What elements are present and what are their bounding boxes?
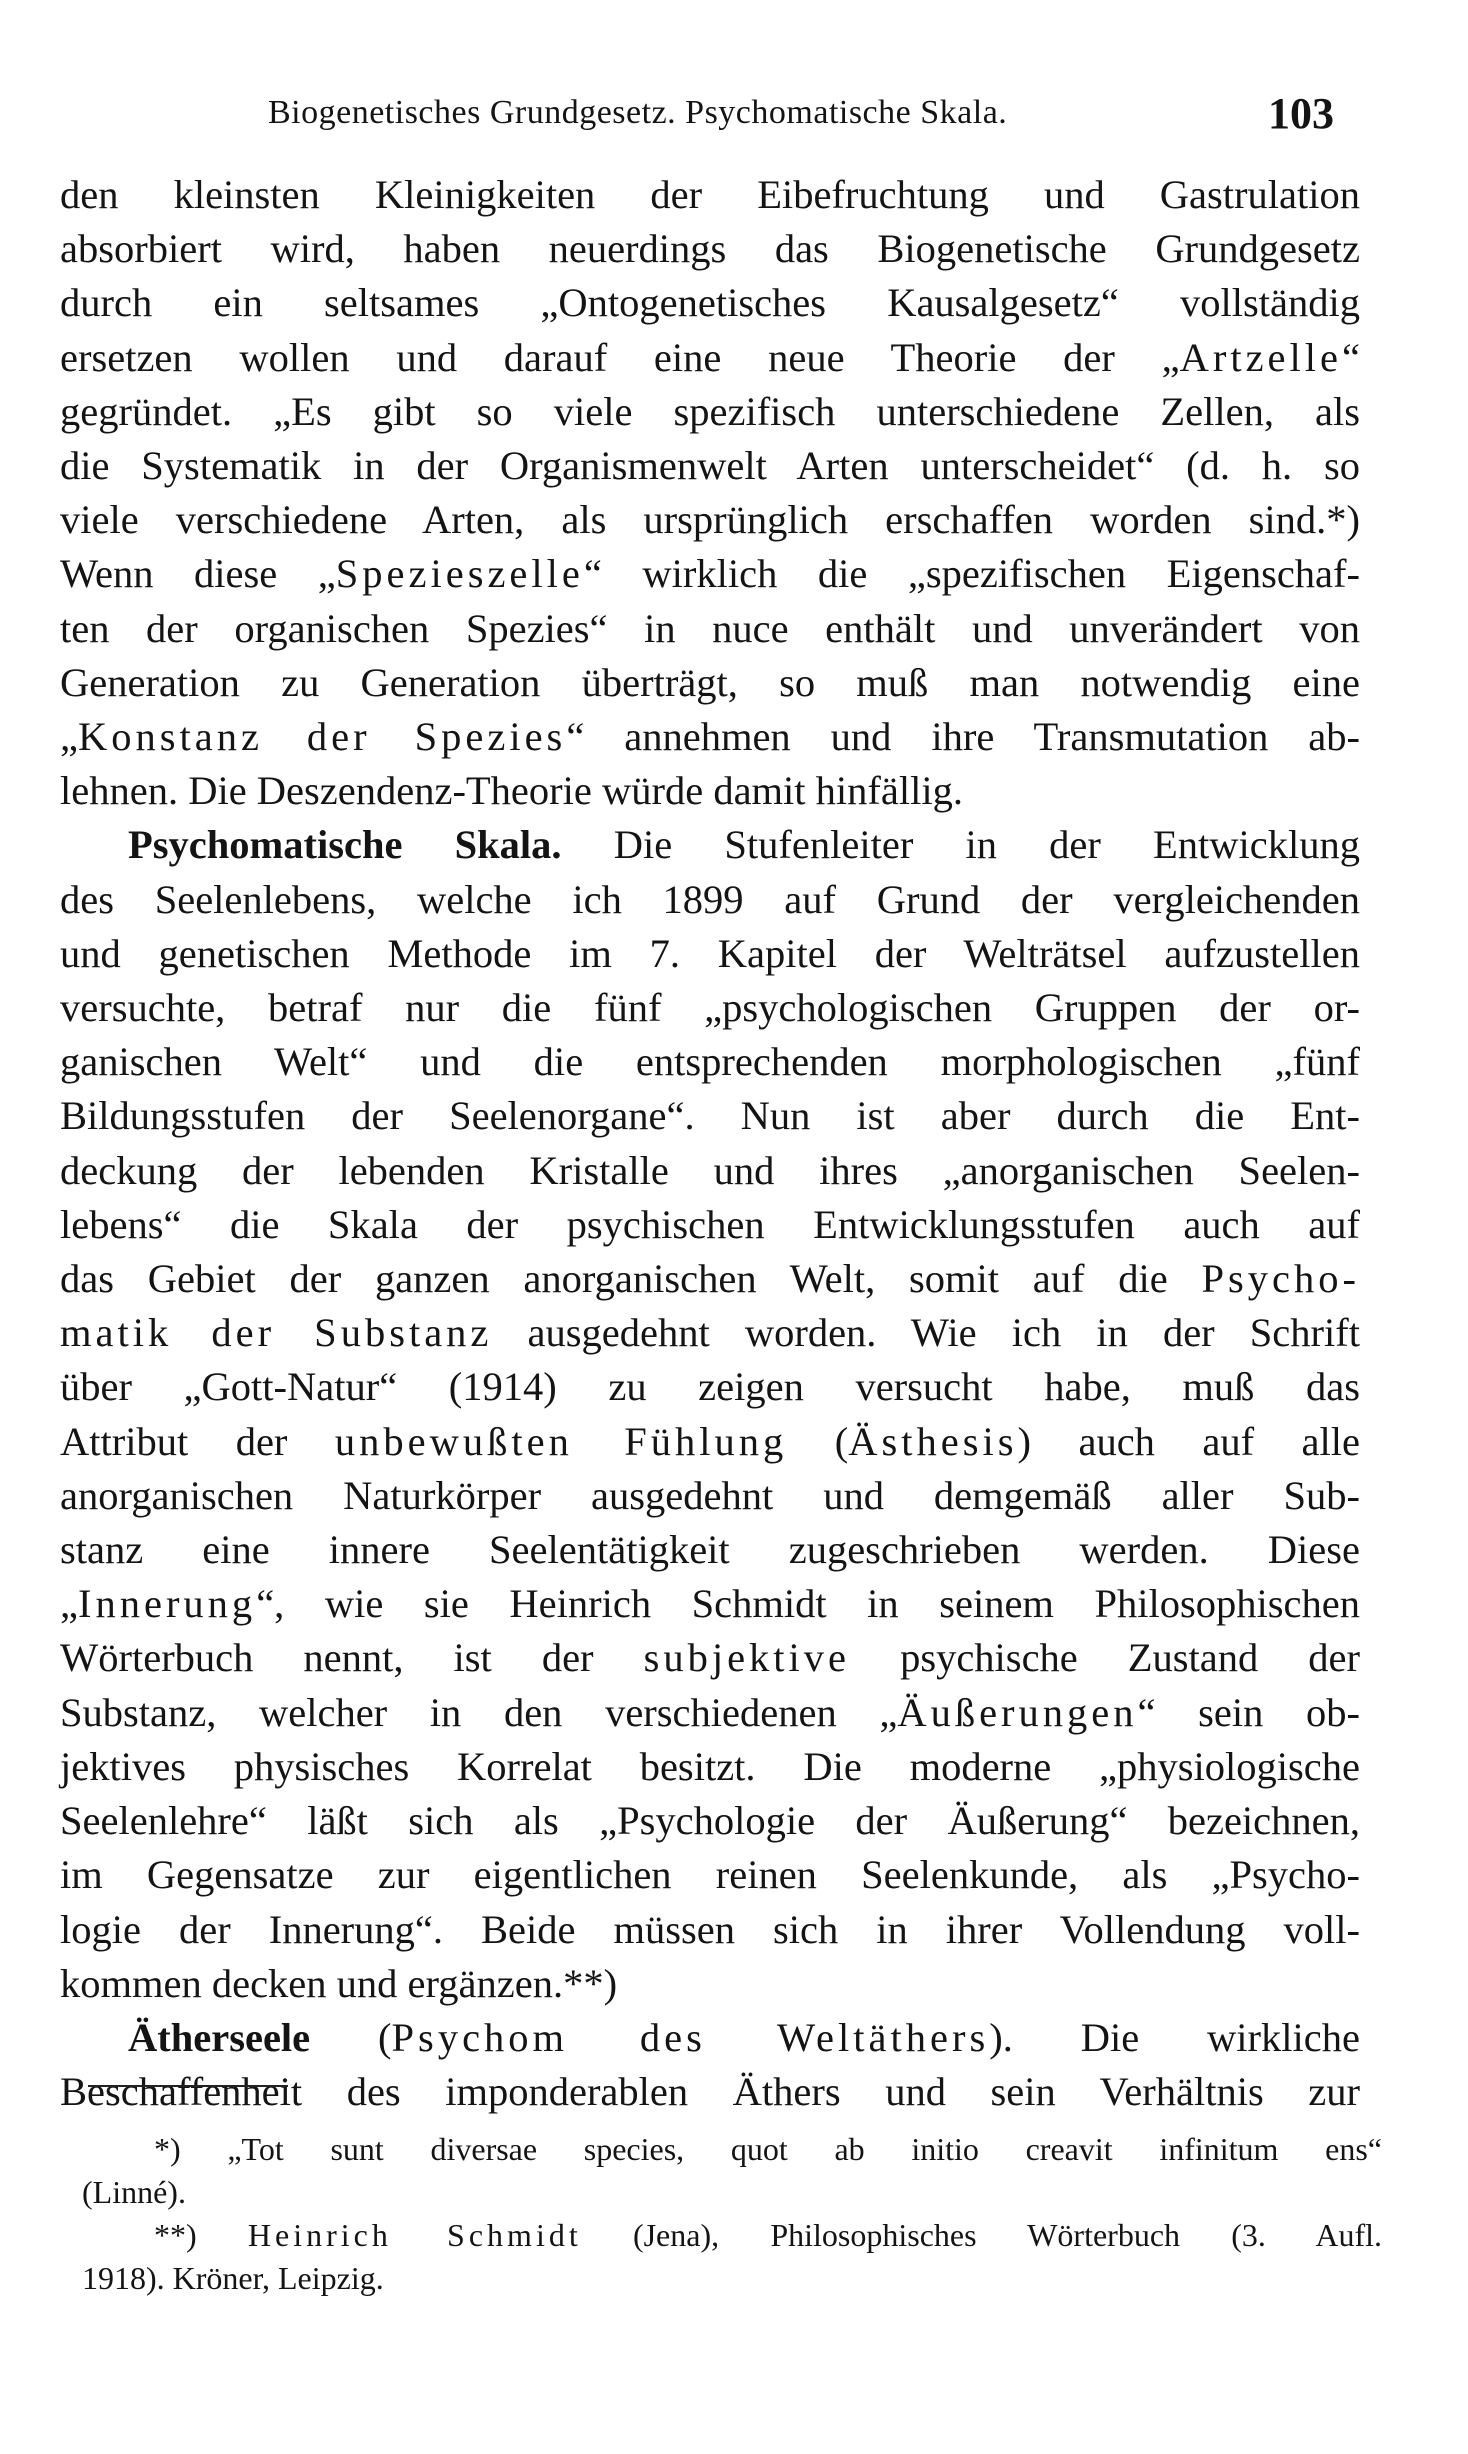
text-line — [60, 710, 1360, 764]
text-segment: ersetzen wollen und darauf eine neue Theorie der „ — [60, 334, 1180, 380]
section-heading: Ätherseele — [128, 2014, 311, 2060]
text-segment: **) — [154, 2217, 248, 2253]
text-line: über „Gott-Natur“ (1914) zu zeigen versucht habe, muß das — [60, 1364, 1360, 1410]
spaced-term: Ästhesis — [848, 1418, 1018, 1464]
text-segment: Attribut der — [60, 1418, 335, 1464]
spaced-term: Artzelle — [1179, 334, 1343, 380]
text-line — [60, 1577, 1360, 1631]
spaced-term: Äußerungen — [897, 1689, 1138, 1735]
spaced-term: Konstanz der Spezies — [77, 714, 567, 760]
text-line: Bildungsstufen der Seelenorgane“. Nun ist aber durch die Ent- — [60, 1093, 1360, 1139]
spaced-term: subjektive — [643, 1635, 851, 1681]
text-segment: psychische Zustand der — [850, 1635, 1360, 1681]
text-line: kommen decken und ergänzen.**) — [60, 1960, 618, 2006]
spaced-term: unbewußten Fühlung — [334, 1418, 788, 1464]
running-title: Biogenetisches Grundgesetz. Psychomatische Skala. — [268, 94, 1008, 131]
text-segment: das Gebiet der ganzen anorganischen Welt, somit auf die — [60, 1256, 1202, 1302]
text-line — [60, 547, 1360, 601]
text-line: gegründet. „Es gibt so viele spezifisch unterschiedene Zellen, als — [60, 388, 1360, 434]
text-segment: (Jena), Philosophisches Wörterbuch (3. Aufl. — [581, 2217, 1382, 2253]
body-text — [60, 168, 1360, 2119]
text-line: des Seelenlebens, welche ich 1899 auf Grund der vergleichenden — [60, 876, 1360, 922]
text-line — [60, 1252, 1360, 1306]
text-line: lebens“ die Skala der psychischen Entwicklungsstufen auch auf — [60, 1201, 1360, 1247]
text-line: absorbiert wird, haben neuerdings das Biogenetische Grundgesetz — [60, 226, 1360, 272]
spaced-term: Heinrich Schmidt — [247, 2217, 582, 2253]
spaced-term: Innerung — [77, 1581, 257, 1627]
text-segment: Die Stufenleiter in der Entwicklung — [561, 822, 1360, 868]
spaced-term: Spezieszelle — [335, 551, 584, 597]
text-line — [60, 1686, 1360, 1740]
footnote-line: (Linné). — [82, 2174, 186, 2210]
text-segment: “ — [1342, 334, 1360, 380]
text-line — [60, 1631, 1360, 1685]
spaced-term: matik der Substanz — [60, 1310, 493, 1356]
text-line: anorganischen Naturkörper ausgedehnt und demgemäß aller Sub- — [60, 1472, 1360, 1518]
text-line: ganischen Welt“ und die entsprechenden morphologischen „fünf — [60, 1039, 1360, 1085]
text-line: ten der organischen Spezies“ in nuce enthält und unverändert von — [60, 605, 1360, 651]
text-segment: ( — [310, 2014, 392, 2060]
section-heading: Psychomatische Skala. — [128, 822, 562, 868]
text-line: versuchte, betraf nur die fünf „psychologischen Gruppen der or- — [60, 985, 1360, 1031]
text-segment: Wörterbuch nennt, ist der — [60, 1635, 644, 1681]
text-line — [60, 818, 1360, 872]
page-number: 103 — [1268, 89, 1334, 138]
spaced-term: Psycho- — [1201, 1256, 1360, 1302]
footnote-line: 1918). Kröner, Leipzig. — [82, 2260, 384, 2296]
text-line: die Systematik in der Organismenwelt Arten unterscheidet“ (d. h. so — [60, 443, 1360, 489]
text-line: im Gegensatze zur eigentlichen reinen Seelenkunde, als „Psycho- — [60, 1852, 1360, 1898]
text-segment: “ annehmen und ihre Transmutation ab- — [566, 714, 1361, 760]
text-line: lehnen. Die Deszendenz-Theorie würde damit hinfällig. — [60, 768, 964, 814]
text-line: den kleinsten Kleinigkeiten der Eibefruchtung und Gastrulation — [60, 172, 1360, 217]
text-line: stanz eine innere Seelentätigkeit zugeschrieben werden. Diese — [60, 1527, 1360, 1573]
text-line: Seelenlehre“ läßt sich als „Psychologie der Äußerung“ bezeichnen, — [60, 1798, 1360, 1844]
text-line: durch ein seltsames „Ontogenetisches Kausalgesetz“ vollständig — [60, 280, 1360, 326]
text-segment: “ wirklich die „spezifischen Eigenschaf- — [583, 551, 1361, 597]
text-line: Beschaffenheit des imponderablen Äthers und sein Verhältnis zur — [60, 2069, 1360, 2115]
text-segment: ( — [787, 1418, 849, 1464]
footnotes — [82, 2128, 1382, 2300]
text-segment: „ — [60, 1581, 78, 1627]
text-line — [60, 1306, 1360, 1360]
text-segment: “ sein ob- — [1137, 1689, 1360, 1735]
text-segment: ) auch auf alle — [1017, 1418, 1360, 1464]
spaced-term: Psychom des Weltäthers — [391, 2014, 990, 2060]
text-segment: „ — [60, 714, 78, 760]
text-line — [60, 1415, 1360, 1469]
footnote-divider — [88, 2085, 288, 2087]
text-line: Generation zu Generation überträgt, so muß man notwendig eine — [60, 659, 1360, 705]
text-line — [60, 2011, 1360, 2065]
text-line: deckung der lebenden Kristalle und ihres „anorganischen Seelen- — [60, 1147, 1360, 1193]
text-line: jektives physisches Korrelat besitzt. Die moderne „physiologische — [60, 1743, 1360, 1789]
page-header — [268, 88, 1334, 148]
text-segment: “, wie sie Heinrich Schmidt in seinem Philosophischen — [256, 1581, 1360, 1627]
text-segment: Substanz, welcher in den verschiedenen „ — [60, 1689, 898, 1735]
text-segment: Wenn diese „ — [60, 551, 336, 597]
text-line: logie der Innerung“. Beide müssen sich in ihrer Vollendung voll- — [60, 1906, 1360, 1952]
text-line — [60, 331, 1360, 385]
text-segment: ausgedehnt worden. Wie ich in der Schrift — [492, 1310, 1360, 1356]
text-line: und genetischen Methode im 7. Kapitel der Welträtsel aufzustellen — [60, 930, 1360, 976]
footnote-line: *) „Tot sunt diversae species, quot ab initio creavit infinitum ens“ — [154, 2131, 1382, 2167]
text-segment: ). Die wirkliche — [989, 2014, 1360, 2060]
text-line: viele verschiedene Arten, als ursprünglich erschaffen worden sind.*) — [60, 497, 1360, 543]
footnote-line — [82, 2214, 1382, 2257]
